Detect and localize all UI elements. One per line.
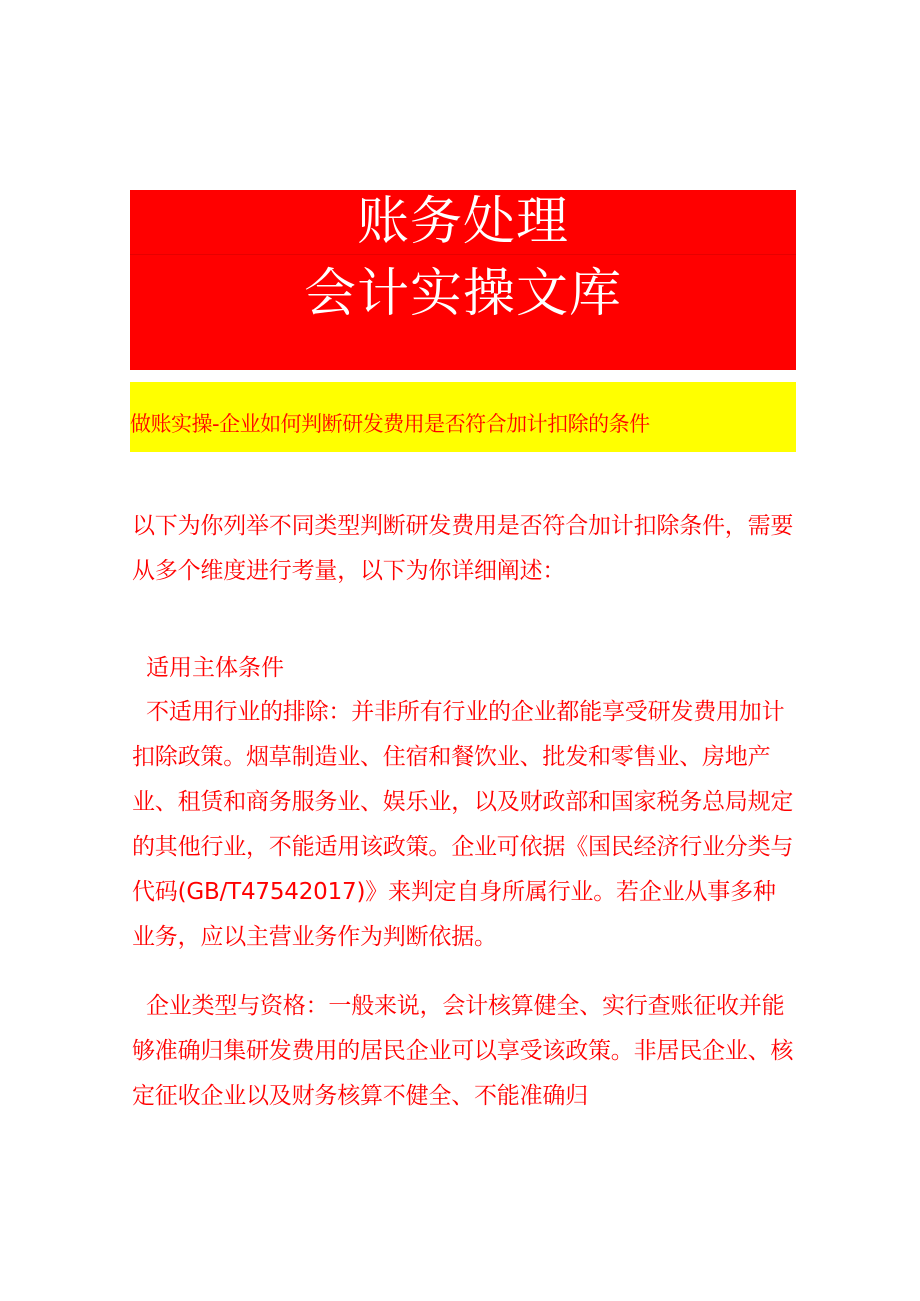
banner-divider — [130, 254, 796, 255]
title-banner — [130, 190, 796, 370]
subtitle-bar — [130, 382, 796, 452]
paragraph-enterprise-type: 企业类型与资格：一般来说，会计核算健全、实行查账征收并能够准确归集研发费用的居民企业可以享受该政策。非居民企业、核定征收企业以及财务核算不健全、不能准确归 — [132, 993, 794, 1109]
banner-title-line-1: 账务处理 — [356, 192, 569, 252]
subtitle-text: 做账实操-企业如何判断研发费用是否符合加计扣除的条件 — [130, 412, 650, 436]
paragraph-industry-exclusion: 不适用行业的排除：并非所有行业的企业都能享受研发费用加计扣除政策。烟草制造业、住宿和餐饮业、批发和零售业、房地产业、租赁和商务服务业、娱乐业，以及财政部和国家税务总局规定的其他行业，不能适用该政策。企业可依据《国民经济行业分类与代码(GB/T47542017)》来判定自身所属行业。若企业从事多种业务，应以主营业务作为判断依据。 — [132, 699, 794, 950]
banner-title-line-2: 会计实操文库 — [303, 264, 622, 324]
section-heading: 适用主体条件 — [146, 655, 284, 681]
intro-paragraph: 以下为你列举不同类型判断研发费用是否符合加计扣除条件，需要从多个维度进行考量，以下为你详细阐述： — [132, 513, 794, 584]
